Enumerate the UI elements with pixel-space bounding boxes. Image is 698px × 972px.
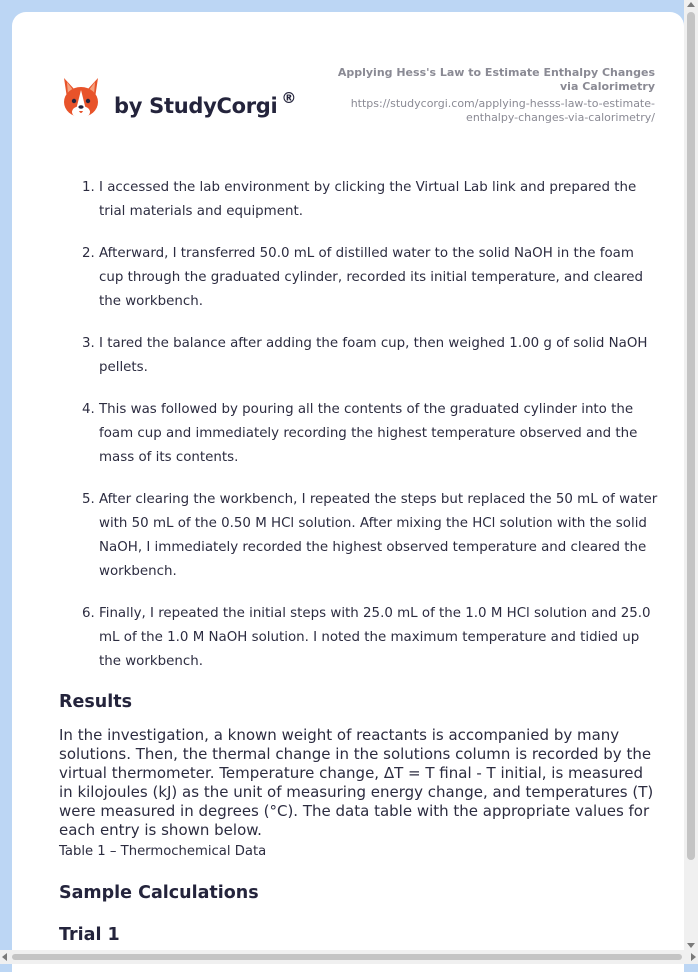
list-item: 4. This was followed by pouring all the contents of the graduated cylinder into the foam cup and immediately recording the highest temperature observed and the mass of its contents. [99, 398, 659, 470]
scroll-left-icon[interactable] [2, 953, 7, 961]
scroll-down-icon[interactable] [687, 943, 695, 948]
brand-name [114, 89, 296, 118]
table-caption: Table 1 – Thermochemical Data [59, 842, 659, 861]
document-url[interactable]: https://studycorgi.com/applying-hesss-law-to-estimate-enthalpy-changes-via-calorimetry/ [325, 97, 655, 125]
trial-1-heading: Trial 1 [59, 925, 659, 945]
document-page [12, 12, 684, 972]
results-heading: Results [59, 692, 659, 712]
brand-text: by StudyCorgi [114, 94, 277, 118]
vertical-scroll-thumb[interactable] [687, 12, 695, 860]
document-title: Applying Hess's Law to Estimate Enthalpy Changes via Calorimetry [325, 66, 655, 94]
list-item: 2. Afterward, I transferred 50.0 mL of distilled water to the solid NaOH in the foam cup through the graduated cylinder, recorded its initial temperature, and cleared the workbench. [99, 242, 659, 314]
horizontal-scroll-thumb[interactable] [12, 954, 682, 960]
corgi-logo-icon [61, 76, 101, 120]
horizontal-scrollbar[interactable] [0, 950, 698, 964]
scroll-right-icon[interactable] [691, 953, 696, 961]
registered-mark: ® [281, 89, 296, 107]
sample-calculations-heading: Sample Calculations [59, 883, 659, 903]
list-item: 1. I accessed the lab environment by clicking the Virtual Lab link and prepared the trial materials and equipment. [99, 176, 659, 224]
brand-logo[interactable] [61, 76, 296, 120]
procedure-steps [59, 176, 659, 674]
scroll-up-icon[interactable] [687, 2, 695, 7]
list-item: 3. I tared the balance after adding the foam cup, then weighed 1.00 g of solid NaOH pellets. [99, 332, 659, 380]
list-item: 5. After clearing the workbench, I repeated the steps but replaced the 50 mL of water with 50 mL of the 0.50 M HCl solution. After mixing the HCl solution with the solid NaOH, I immediately recorded the highest observed temperature and cleared the workbench. [99, 488, 659, 584]
vertical-scrollbar[interactable] [684, 0, 698, 950]
document-meta [325, 66, 655, 125]
results-paragraph: In the investigation, a known weight of reactants is accompanied by many solutions. Then, the thermal change in the solutions column is recorded by the virtual thermometer. Temperature change, ΔT = T final - T initial, is measured in kilojoules (kJ) as the unit of measuring energy change, and temperatures (T) were measured in degrees (°C). The data table with the appropriate values for each entry is shown below. [59, 726, 659, 840]
list-item: 6. Finally, I repeated the initial steps with 25.0 mL of the 1.0 M HCl solution and 25.0 mL of the 1.0 M NaOH solution. I noted the maximum temperature and tidied up the workbench. [99, 602, 659, 674]
document-content [59, 176, 659, 945]
